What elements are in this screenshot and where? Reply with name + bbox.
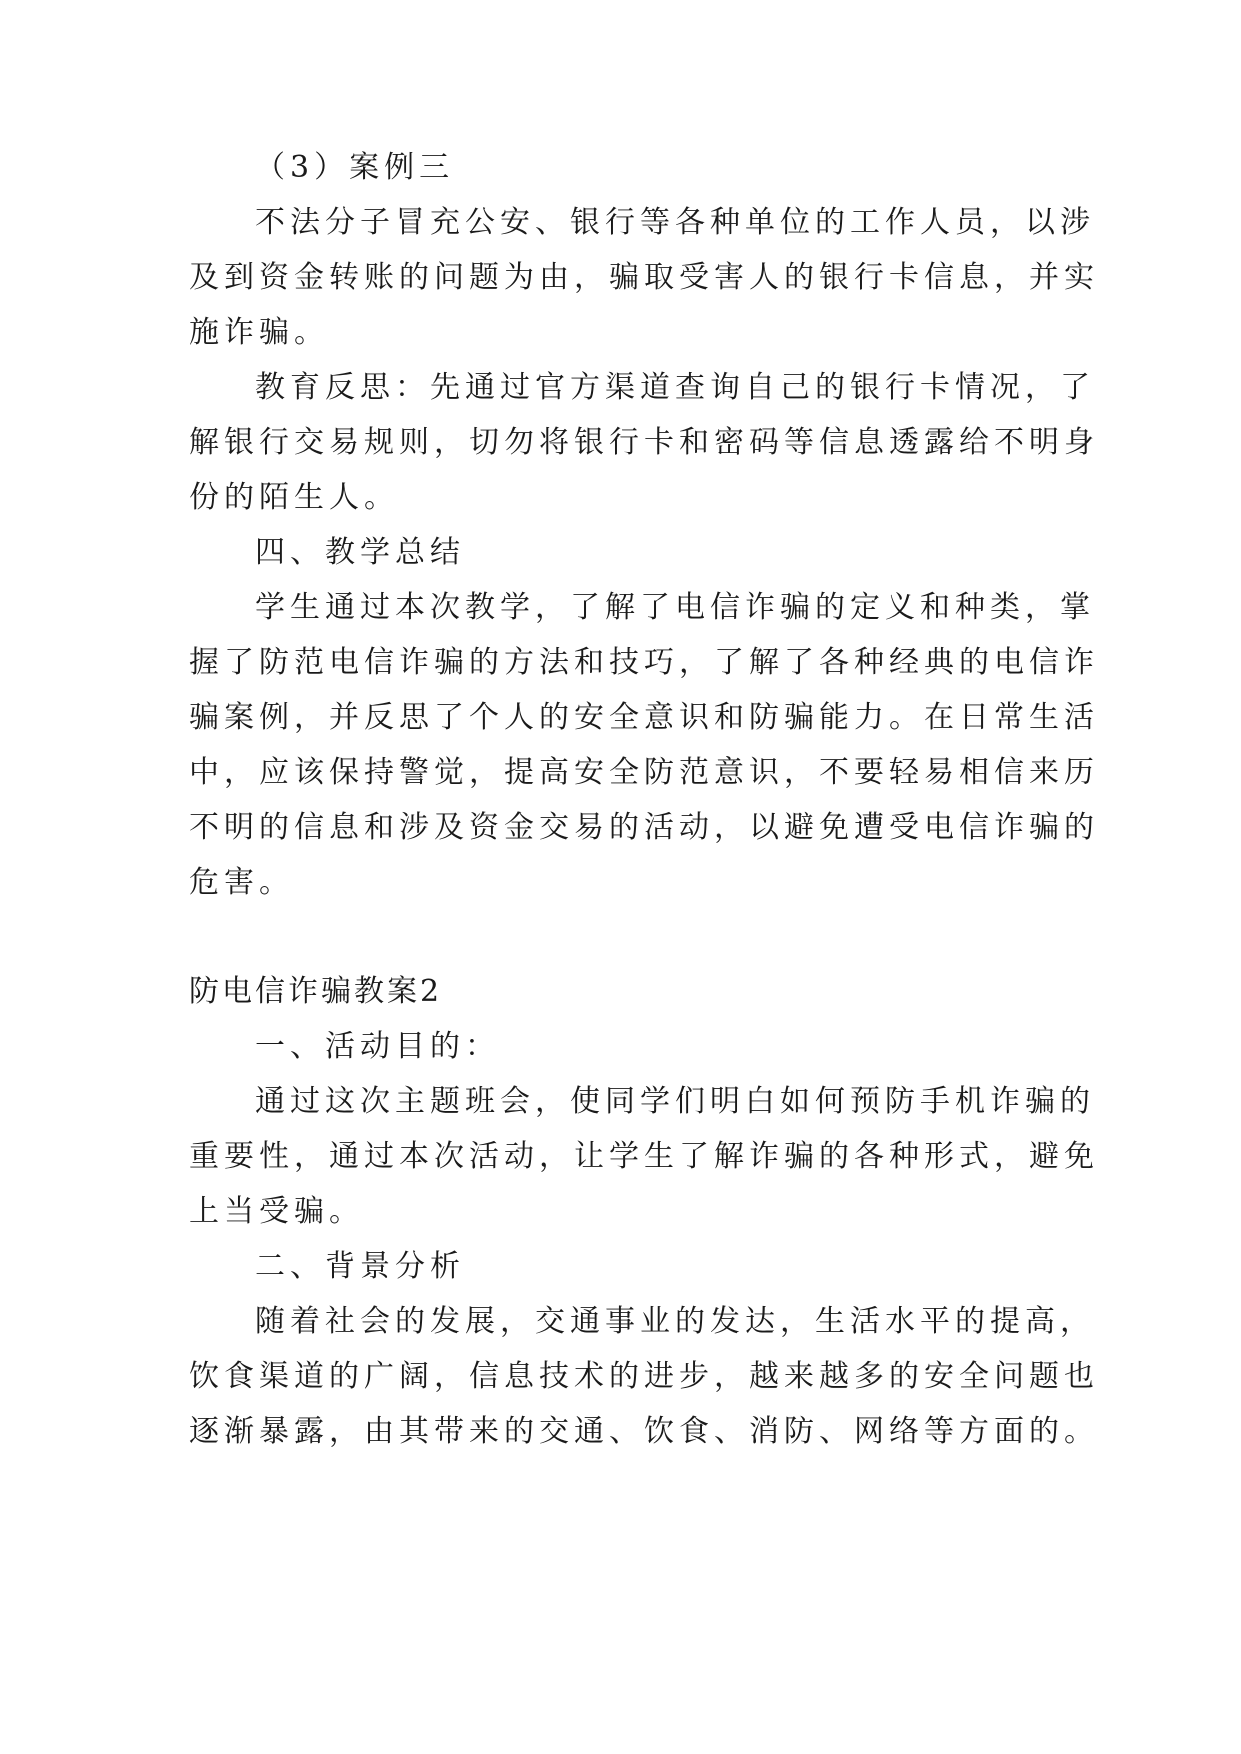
paragraph-line: 施诈骗。 xyxy=(189,315,329,350)
paragraph-line: 危害。 xyxy=(189,865,294,900)
case-three-heading: （3）案例三 xyxy=(255,150,455,185)
paragraph-line: 份的陌生人。 xyxy=(189,480,399,515)
paragraph-line: 解银行交易规则，切勿将银行卡和密码等信息透露给不明身 xyxy=(189,425,1099,460)
paragraph-line: 中，应该保持警觉，提高安全防范意识，不要轻易相信来历 xyxy=(189,755,1099,790)
paragraph-line: 重要性，通过本次活动，让学生了解诈骗的各种形式，避免 xyxy=(189,1139,1099,1174)
paragraph-line: 逐渐暴露，由其带来的交通、饮食、消防、网络等方面的。 xyxy=(189,1414,1099,1449)
section-heading: 四、教学总结 xyxy=(255,535,465,570)
paragraph-line: 饮食渠道的广阔，信息技术的进步，越来越多的安全问题也 xyxy=(189,1359,1099,1394)
paragraph-line: 学生通过本次教学，了解了电信诈骗的定义和种类，掌 xyxy=(255,590,1095,625)
paragraph-line: 上当受骗。 xyxy=(189,1194,364,1229)
paragraph-line: 不明的信息和涉及资金交易的活动，以避免遭受电信诈骗的 xyxy=(189,810,1099,845)
paragraph-line: 随着社会的发展，交通事业的发达，生活水平的提高， xyxy=(255,1304,1095,1339)
paragraph-line: 通过这次主题班会，使同学们明白如何预防手机诈骗的 xyxy=(255,1084,1095,1119)
section-heading: 一、活动目的： xyxy=(255,1029,500,1064)
paragraph-line: 教育反思：先通过官方渠道查询自己的银行卡情况，了 xyxy=(255,370,1095,405)
document-title: 防电信诈骗教案2 xyxy=(189,974,443,1009)
paragraph-line: 握了防范电信诈骗的方法和技巧，了解了各种经典的电信诈 xyxy=(189,645,1099,680)
paragraph-line: 骗案例，并反思了个人的安全意识和防骗能力。在日常生活 xyxy=(189,700,1099,735)
section-heading: 二、背景分析 xyxy=(255,1249,465,1284)
paragraph-line: 及到资金转账的问题为由，骗取受害人的银行卡信息，并实 xyxy=(189,260,1099,295)
paragraph-line: 不法分子冒充公安、银行等各种单位的工作人员，以涉 xyxy=(255,205,1095,240)
